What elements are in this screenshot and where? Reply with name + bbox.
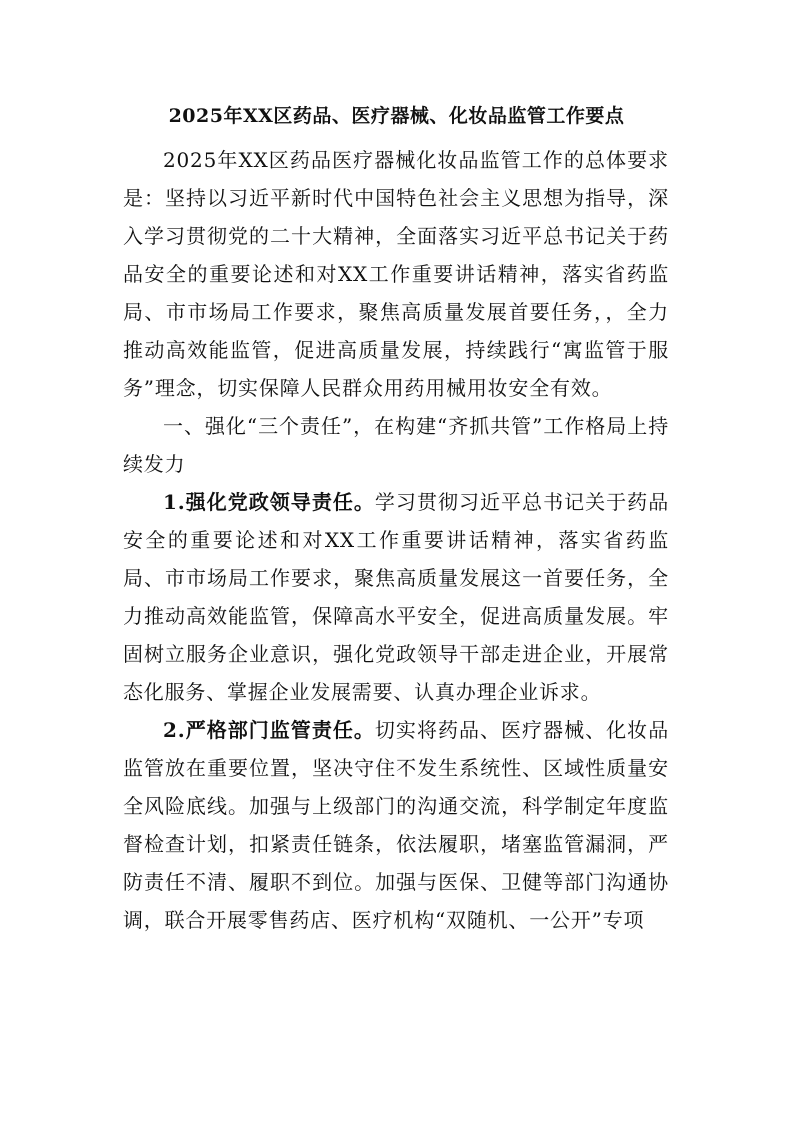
item-1-lead: 1.强化党政领导责任。 — [163, 490, 375, 514]
item-2-lead: 2.严格部门监管责任。 — [163, 718, 375, 742]
document-body — [123, 141, 669, 939]
section-heading-1: 一、强化“三个责任”，在构建“齐抓共管”工作格局上持续发力 — [123, 414, 669, 476]
item-1-text: 学习贯彻习近平总书记关于药品安全的重要论述和对XX工作重要讲话精神，落实省药监局、市市场局工作要求，聚焦高质量发展这一首要任务，全力推动高效能监管，保障高水平安全，促进高质量发展。牢固树立服务企业意识，强化党政领导干部走进企业，开展常态化服务、掌握企业发展需要、认真办理企业诉求。 — [123, 490, 669, 704]
item-2-text: 切实将药品、医疗器械、化妆品监管放在重要位置，坚决守住不发生系统性、区域性质量安全风险底线。加强与上级部门的沟通交流，科学制定年度监督检查计划，扣紧责任链条，依法履职，堵塞监管漏洞，严防责任不清、履职不到位。加强与医保、卫健等部门沟通协调，联合开展零售药店、医疗机构“双随机、一公开”专项 — [123, 718, 669, 932]
item-2-paragraph — [123, 711, 669, 939]
item-1-paragraph — [123, 483, 669, 711]
intro-paragraph: 2025年XX区药品医疗器械化妆品监管工作的总体要求是：坚持以习近平新时代中国特色社会主义思想为指导，深入学习贯彻党的二十大精神，全面落实习近平总书记关于药品安全的重要论述和对XX工作重要讲话精神，落实省药监局、市市场局工作要求，聚焦高质量发展首要任务，，全力推动高效能监管，促进高质量发展，持续践行“寓监管于服务”理念，切实保障人民群众用药用械用妆安全有效。 — [123, 148, 669, 400]
document-title: 2025年XX区药品、医疗器械、化妆品监管工作要点 — [168, 105, 625, 127]
